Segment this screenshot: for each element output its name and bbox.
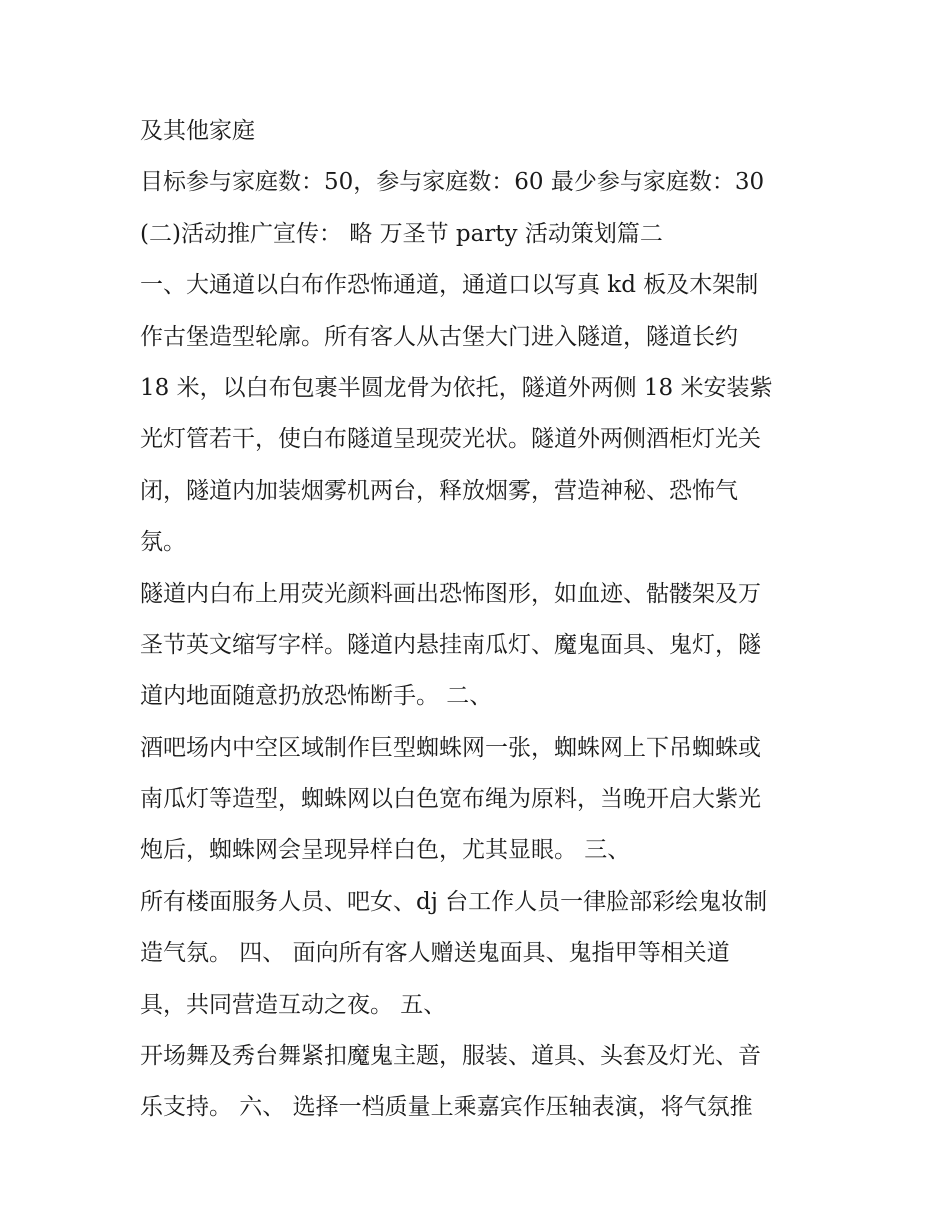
text-line: 一、大通道以白布作恐怖通道，通道口以写真 kd 板及木架制 xyxy=(140,272,759,299)
text-line: 开场舞及秀台舞紧扣魔鬼主题，服装、道具、头套及灯光、音 xyxy=(140,1043,761,1070)
text-line: 光灯管若干，使白布隧道呈现荧光状。隧道外两侧酒柜灯光关 xyxy=(140,426,761,453)
text-line: 氛。 xyxy=(140,529,186,556)
text-line: 造气氛。 四、 面向所有客人赠送鬼面具、鬼指甲等相关道 xyxy=(140,940,730,967)
text-line: 南瓜灯等造型，蜘蛛网以白色宽布绳为原料，当晚开启大紫光 xyxy=(140,786,761,813)
text-line: 炮后，蜘蛛网会呈现异样白色，尤其显眼。 三、 xyxy=(140,837,631,864)
text-line: 酒吧场内中空区域制作巨型蜘蛛网一张，蜘蛛网上下吊蜘蛛或 xyxy=(140,734,761,761)
text-line: 18 米，以白布包裹半圆龙骨为依托，隧道外两侧 18 米安装紫 xyxy=(140,374,773,401)
text-line: 乐支持。 六、 选择一档质量上乘嘉宾作压轴表演，将气氛推 xyxy=(140,1094,753,1121)
text-line: 所有楼面服务人员、吧女、dj 台工作人员一律脸部彩绘鬼妆制 xyxy=(140,888,768,915)
text-line: 闭，隧道内加装烟雾机两台，释放烟雾，营造神秘、恐怖气 xyxy=(140,477,738,504)
text-line: 道内地面随意扔放恐怖断手。 二、 xyxy=(140,683,493,710)
text-line: 隧道内白布上用荧光颜料画出恐怖图形，如血迹、骷髅架及万 xyxy=(140,580,761,607)
text-line: (二)活动推广宣传： 略 万圣节 party 活动策划篇二 xyxy=(140,220,663,247)
text-line: 圣节英文缩写字样。隧道内悬挂南瓜灯、魔鬼面具、鬼灯，隧 xyxy=(140,631,761,658)
body-text xyxy=(140,106,820,1134)
text-line: 具，共同营造互动之夜。 五、 xyxy=(140,991,447,1018)
text-line: 及其他家庭 xyxy=(140,118,255,144)
text-line: 目标参与家庭数：50，参与家庭数：60 最少参与家庭数：30 xyxy=(140,169,765,196)
text-line: 作古堡造型轮廓。所有客人从古堡大门进入隧道，隧道长约 xyxy=(140,323,738,350)
